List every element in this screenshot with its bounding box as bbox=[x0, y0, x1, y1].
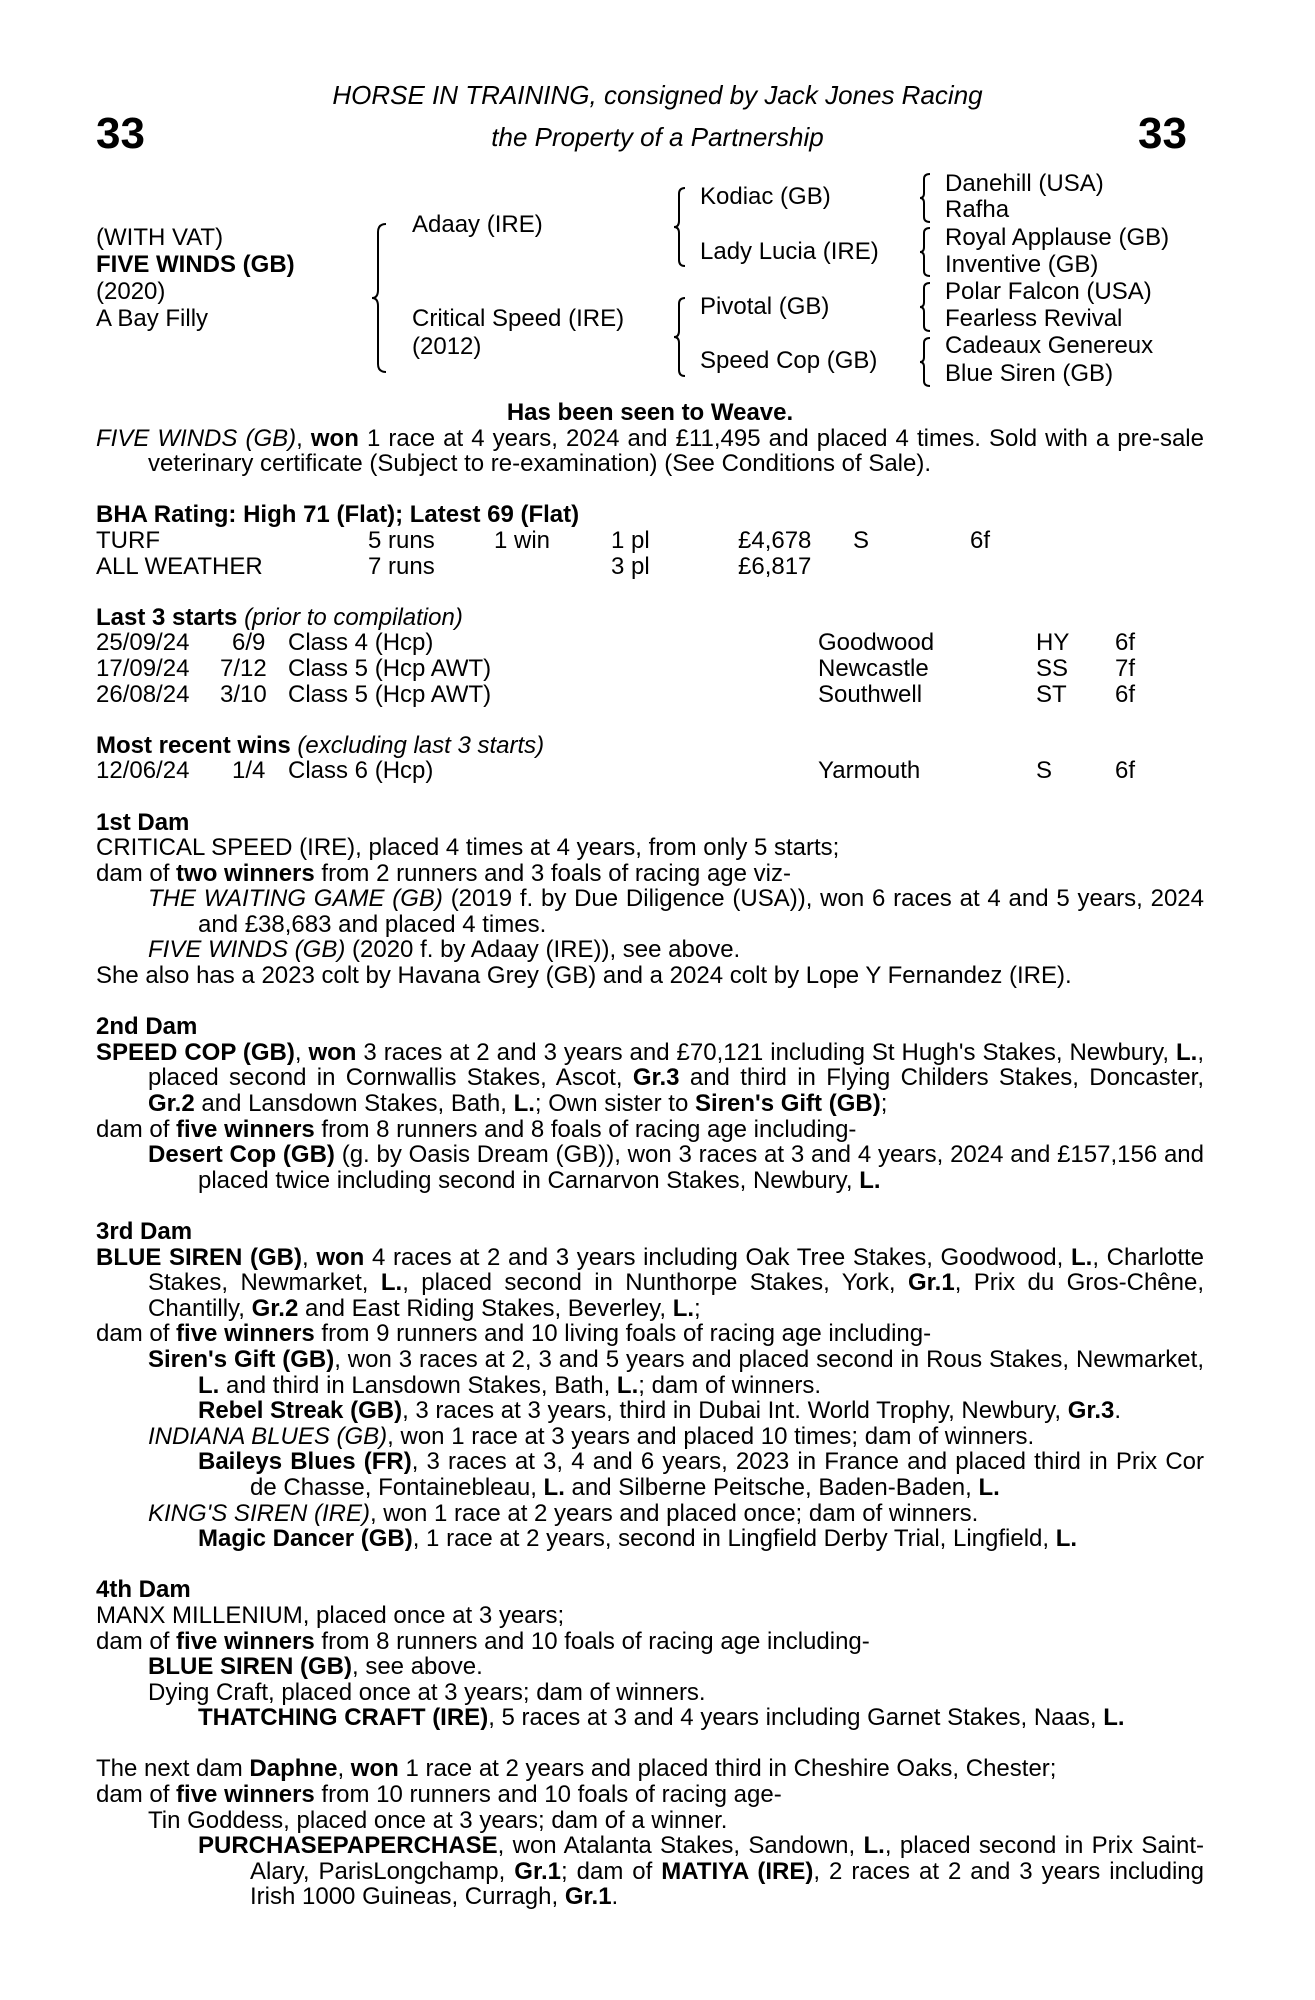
dam1-progeny-2: FIVE WINDS (GB) (2020 f. by Adaay (IRE)), see above. bbox=[148, 936, 741, 964]
gg-6: Fearless Revival bbox=[945, 305, 1123, 332]
sire-dam: Lady Lucia (IRE) bbox=[700, 238, 879, 265]
horse-description: A Bay Filly bbox=[96, 305, 209, 332]
pedigree-brace-g2 bbox=[918, 226, 932, 278]
gg-2: Rafha bbox=[945, 196, 1010, 223]
gg-4: Inventive (GB) bbox=[945, 251, 1099, 278]
sire: Adaay (IRE) bbox=[412, 211, 543, 238]
dam3-progeny-1: Siren's Gift (GB), won 3 races at 2, 3 and 5 years and placed second in Rous Stakes, Newmarket, L. and third in Lansdown Stakes, Bath, L.; dam of winners. bbox=[148, 1345, 1204, 1399]
dam4-heading: 4th Dam bbox=[96, 1576, 191, 1604]
dam4-line1: MANX MILLENIUM, placed once at 3 years; bbox=[96, 1601, 565, 1629]
lot-number-right: 33 bbox=[1138, 109, 1187, 158]
recent-wins-heading: Most recent wins (excluding last 3 starts) bbox=[96, 731, 545, 759]
weave-note: Has been seen to Weave. bbox=[506, 399, 794, 426]
last3-row-2: 17/09/24 7/12 Class 5 (Hcp AWT) Newcastle SS 7f bbox=[96, 654, 1136, 682]
pedigree-brace-sire bbox=[672, 186, 688, 268]
lot-number-left: 33 bbox=[96, 109, 145, 158]
pedigree-brace-main bbox=[370, 222, 390, 374]
summary-paragraph: FIVE WINDS (GB), won 1 race at 4 years, 2024 and £11,495 and placed 4 times. Sold with a pre-sale veterinary certificate (Subject to re-examination) (See Conditions of Sale). bbox=[96, 424, 1204, 478]
nextdam-line1: The next dam Daphne, won 1 race at 2 years and placed third in Cheshire Oaks, Chester; bbox=[96, 1755, 1057, 1783]
catalogue-body bbox=[96, 400, 1204, 1910]
dam-sire: Pivotal (GB) bbox=[700, 293, 830, 320]
dam3-progeny-3a: Magic Dancer (GB), 1 race at 2 years, second in Lingfield Derby Trial, Lingfield, L. bbox=[198, 1525, 1078, 1553]
pedigree-brace-g4 bbox=[918, 336, 932, 388]
bha-row-aw: ALL WEATHER 7 runs 3 pl £6,817 bbox=[96, 552, 812, 580]
dam-dam: Speed Cop (GB) bbox=[700, 347, 878, 374]
dam3-line2: dam of five winners from 9 runners and 10 living foals of racing age including- bbox=[96, 1320, 932, 1348]
header-property: the Property of a Partnership bbox=[491, 122, 824, 152]
last3-row-3: 26/08/24 3/10 Class 5 (Hcp AWT) Southwell ST 6f bbox=[96, 680, 1136, 708]
gg-7: Cadeaux Genereux bbox=[945, 332, 1154, 359]
dam1-line3: She also has a 2023 colt by Havana Grey (GB) and a 2024 colt by Lope Y Fernandez (IRE). bbox=[96, 962, 1072, 990]
pedigree-brace-g1 bbox=[918, 172, 932, 224]
dam2-line2: dam of five winners from 8 runners and 8 foals of racing age including- bbox=[96, 1115, 857, 1143]
dam1-line2: dam of two winners from 2 runners and 3 foals of racing age viz- bbox=[96, 859, 791, 887]
dam2-progeny-1: Desert Cop (GB) (g. by Oasis Dream (GB)), won 3 races at 3 and 4 years, 2024 and £157,156 and placed twice including second in Carnarvon Stakes, Newbury, L. bbox=[148, 1141, 1205, 1194]
nextdam-progeny-1a: PURCHASEPAPERCHASE, won Atalanta Stakes, Sandown, L., placed second in Prix Saint-Alary, ParisLongchamp, Gr.1; dam of MATIYA (IRE), 2 races at 2 and 3 years including Irish 1000 Guineas, Curragh, Gr.1. bbox=[198, 1832, 1205, 1911]
dam4-progeny-1: BLUE SIREN (GB), see above. bbox=[148, 1653, 483, 1681]
recent-win-row-1: 12/06/24 1/4 Class 6 (Hcp) Yarmouth S 6f bbox=[96, 757, 1136, 785]
dam3-paragraph: BLUE SIREN (GB), won 4 races at 2 and 3 years including Oak Tree Stakes, Goodwood, L., Charlotte Stakes, Newmarket, L., placed second in Nunthorpe Stakes, York, Gr.1, Prix du Gros-Chêne, Chantilly, Gr.2 and East Riding Stakes, Beverley, L.; bbox=[96, 1243, 1205, 1322]
dam3-heading: 3rd Dam bbox=[96, 1218, 193, 1245]
gg-3: Royal Applause (GB) bbox=[945, 224, 1170, 251]
dam3-progeny-2a: Baileys Blues (FR), 3 races at 3, 4 and 6 years, 2023 in France and placed third in Prix Cor de Chasse, Fontainebleau, L. and Silberne Peitsche, Baden-Baden, L. bbox=[198, 1448, 1204, 1501]
dam3-progeny-3: KING'S SIREN (IRE), won 1 race at 2 years and placed once; dam of winners. bbox=[148, 1499, 979, 1527]
dam2-paragraph: SPEED COP (GB), won 3 races at 2 and 3 years and £70,121 including St Hugh's Stakes, Newbury, L., placed second in Cornwallis Stakes, Ascot, Gr.3 and third in Flying Childers Stakes, Doncaster, Gr.2 and Lansdown Stakes, Bath, L.; Own sister to Siren's Gift (GB); bbox=[96, 1038, 1205, 1118]
pedigree-brace-g3 bbox=[918, 281, 932, 333]
vat-label: (WITH VAT) bbox=[96, 224, 224, 251]
gg-5: Polar Falcon (USA) bbox=[945, 278, 1152, 305]
dam2-heading: 2nd Dam bbox=[96, 1013, 198, 1041]
dam4-progeny-2a: THATCHING CRAFT (IRE), 5 races at 3 and 4 years including Garnet Stakes, Naas, L. bbox=[198, 1704, 1125, 1732]
dam3-progeny-1a: Rebel Streak (GB), 3 races at 3 years, third in Dubai Int. World Trophy, Newbury, Gr.3. bbox=[198, 1397, 1122, 1425]
last3-row-1: 25/09/24 6/9 Class 4 (Hcp) Goodwood HY 6f bbox=[96, 629, 1136, 657]
gg-8: Blue Siren (GB) bbox=[945, 360, 1114, 387]
nextdam-progeny-1: Tin Goddess, placed once at 3 years; dam of a winner. bbox=[148, 1806, 728, 1834]
dam-year: (2012) bbox=[412, 333, 482, 360]
bha-rating: BHA Rating: High 71 (Flat); Latest 69 (Flat) bbox=[96, 501, 580, 529]
horse-year: (2020) bbox=[96, 278, 166, 305]
horse-name: FIVE WINDS (GB) bbox=[96, 251, 295, 278]
dam: Critical Speed (IRE) bbox=[412, 305, 625, 332]
last3-heading: Last 3 starts (prior to compilation) bbox=[96, 603, 463, 631]
pedigree-brace-dam bbox=[672, 296, 688, 378]
dam3-progeny-2: INDIANA BLUES (GB), won 1 race at 3 years and placed 10 times; dam of winners. bbox=[148, 1422, 1035, 1450]
header-consignor: HORSE IN TRAINING, consigned by Jack Jones Racing bbox=[332, 80, 983, 110]
dam1-heading: 1st Dam bbox=[96, 808, 190, 836]
dam4-progeny-2: Dying Craft, placed once at 3 years; dam of winners. bbox=[148, 1678, 706, 1706]
gg-1: Danehill (USA) bbox=[945, 170, 1104, 197]
dam4-line2: dam of five winners from 8 runners and 10 foals of racing age including- bbox=[96, 1627, 870, 1655]
sire-sire: Kodiac (GB) bbox=[700, 183, 831, 210]
dam1-progeny-1: THE WAITING GAME (GB) (2019 f. by Due Diligence (USA)), won 6 races at 4 and 5 years, 2024 and £38,683 and placed 4 times. bbox=[148, 885, 1204, 938]
bha-row-turf: TURF 5 runs 1 win 1 pl £4,678 S 6f bbox=[96, 526, 991, 554]
nextdam-line2: dam of five winners from 10 runners and 10 foals of racing age- bbox=[96, 1781, 782, 1809]
dam1-line1: CRITICAL SPEED (IRE), placed 4 times at 4 years, from only 5 starts; bbox=[96, 834, 840, 862]
